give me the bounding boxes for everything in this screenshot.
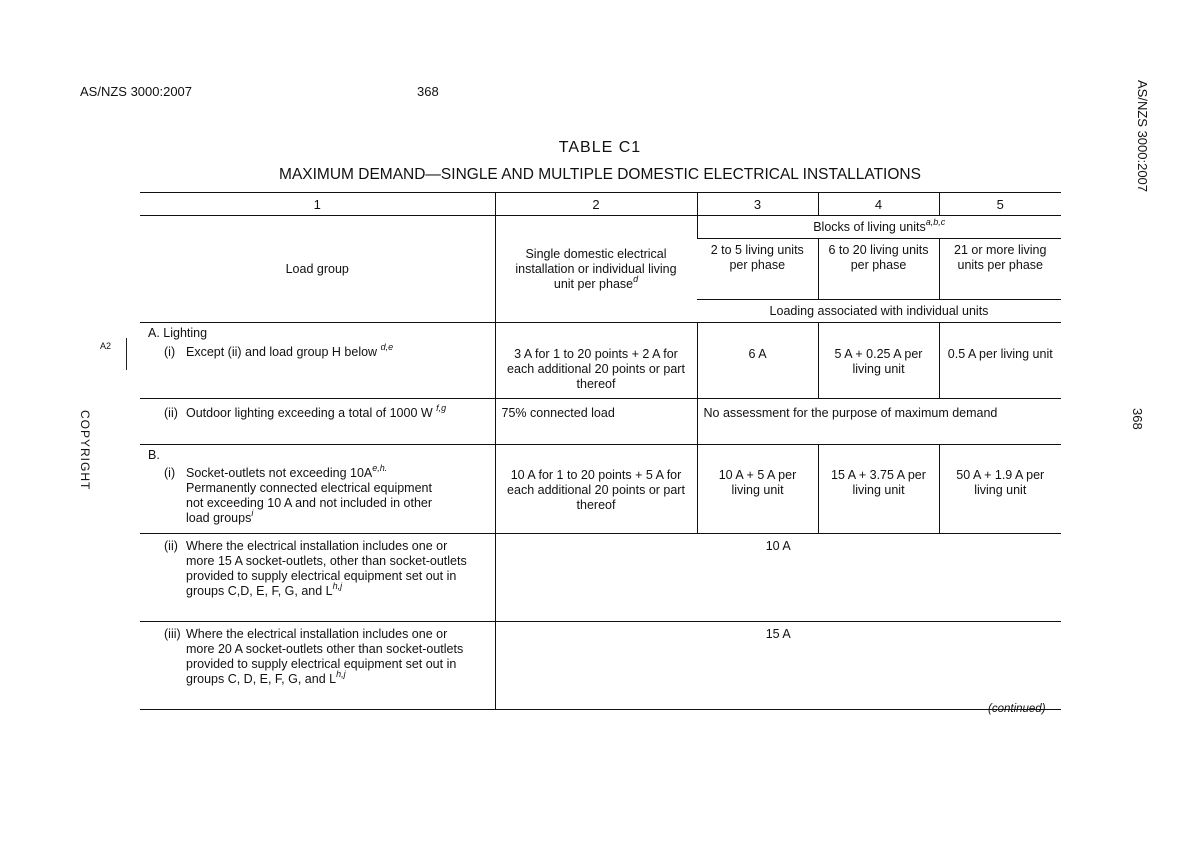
table-cell: 75% connected load (495, 399, 697, 445)
footnote-ref: i (251, 508, 254, 518)
item-number: (iii) (164, 627, 181, 641)
column-number: 3 (697, 193, 818, 216)
item-number: (i) (164, 345, 176, 359)
load-group-cell (140, 445, 495, 534)
item-text: Where the electrical installation includes one or more 20 A socket-outlets other than socket-outlets provided to supply electrical equipment set out in groups C, D, E, F, G, and L (186, 627, 464, 686)
footnote-ref: h,j (336, 669, 346, 679)
column-number: 5 (939, 193, 1061, 216)
load-group-cell (140, 622, 495, 710)
standard-number: AS/NZS 3000:2007 (80, 84, 193, 99)
table-title: MAXIMUM DEMAND—SINGLE AND MULTIPLE DOMESTIC ELECTRICAL INSTALLATIONS (279, 166, 921, 183)
table-cell: 3 A for 1 to 20 points + 2 A for each additional 20 points or part thereof (495, 323, 697, 399)
table-row (140, 399, 1061, 445)
table-cell: 15 A (495, 622, 1061, 710)
item-text: Socket-outlets not exceeding 10A (186, 466, 373, 480)
table-row (140, 622, 1061, 710)
load-group-cell (140, 534, 495, 622)
column-number: 1 (140, 193, 495, 216)
col5-header: 21 or more living units per phase (939, 239, 1061, 300)
loading-header: Loading associated with individual units (697, 300, 1061, 323)
table-cell: 10 A (495, 534, 1061, 622)
side-standard-number: AS/NZS 3000:2007 (1135, 80, 1150, 193)
table-cell: 0.5 A per living unit (939, 323, 1061, 399)
max-demand-table (140, 192, 1061, 710)
side-page-number: 368 (1130, 408, 1145, 430)
footnote-ref: d (633, 273, 639, 284)
table-cell: 50 A + 1.9 A per living unit (939, 445, 1061, 534)
single-installation-header (495, 216, 697, 323)
load-group-header-text: Load group (285, 261, 349, 276)
load-group-cell (140, 399, 495, 445)
column-number-row (140, 193, 1061, 216)
page-number: 368 (417, 84, 439, 99)
item-text: Outdoor lighting exceeding a total of 1000 W (186, 406, 433, 420)
item-text: Except (ii) and load group H below (186, 345, 378, 359)
column-number: 2 (495, 193, 697, 216)
footnote-ref: d,e (380, 342, 394, 352)
table-cell: 10 A + 5 A per living unit (697, 445, 818, 534)
group-heading: A. Lighting (148, 326, 208, 340)
table-cell: 15 A + 3.75 A per living unit (818, 445, 939, 534)
table-cell: 5 A + 0.25 A per living unit (818, 323, 939, 399)
table-label: TABLE C1 (558, 139, 642, 156)
table-row (140, 445, 1061, 534)
item-text: Where the electrical installation includes one or more 15 A socket-outlets, other than socket-outlets provided to supply electrical equipment set out in groups C,D, E, F, G, and L (186, 539, 467, 598)
group-heading: B. (148, 448, 160, 462)
col4-header: 6 to 20 living units per phase (818, 239, 939, 300)
table-cell: 6 A (697, 323, 818, 399)
col3-header: 2 to 5 living units per phase (697, 239, 818, 300)
copyright-label: COPYRIGHT (78, 410, 92, 491)
item-number: (ii) (164, 539, 178, 553)
footnote-ref: e,h. (372, 463, 388, 473)
load-group-header (140, 216, 495, 323)
footnote-ref: f,g (436, 403, 447, 413)
item-number: (i) (164, 466, 176, 480)
table-row (140, 323, 1061, 399)
item-text: Permanently connected electrical equipment not exceeding 10 A and not included in other load groups (186, 481, 433, 525)
single-installation-header-text: Single domestic electrical installation or individual living unit per phase (515, 246, 677, 291)
table-row (140, 534, 1061, 622)
item-number: (ii) (164, 406, 178, 420)
blocks-header (697, 216, 1061, 239)
footnote-ref: a,b,c (925, 216, 946, 227)
table-cell: 10 A for 1 to 20 points + 5 A for each additional 20 points or part thereof (495, 445, 697, 534)
continued-note: (continued) (988, 703, 1046, 715)
table-cell: No assessment for the purpose of maximum demand (697, 399, 1061, 445)
blocks-header-text: Blocks of living units (813, 219, 926, 234)
amendment-tag: A2 (100, 341, 112, 351)
load-group-cell (140, 323, 495, 399)
amendment-bar (126, 338, 127, 370)
footnote-ref: h,j (332, 581, 343, 591)
header-row (140, 216, 1061, 239)
column-number: 4 (818, 193, 939, 216)
